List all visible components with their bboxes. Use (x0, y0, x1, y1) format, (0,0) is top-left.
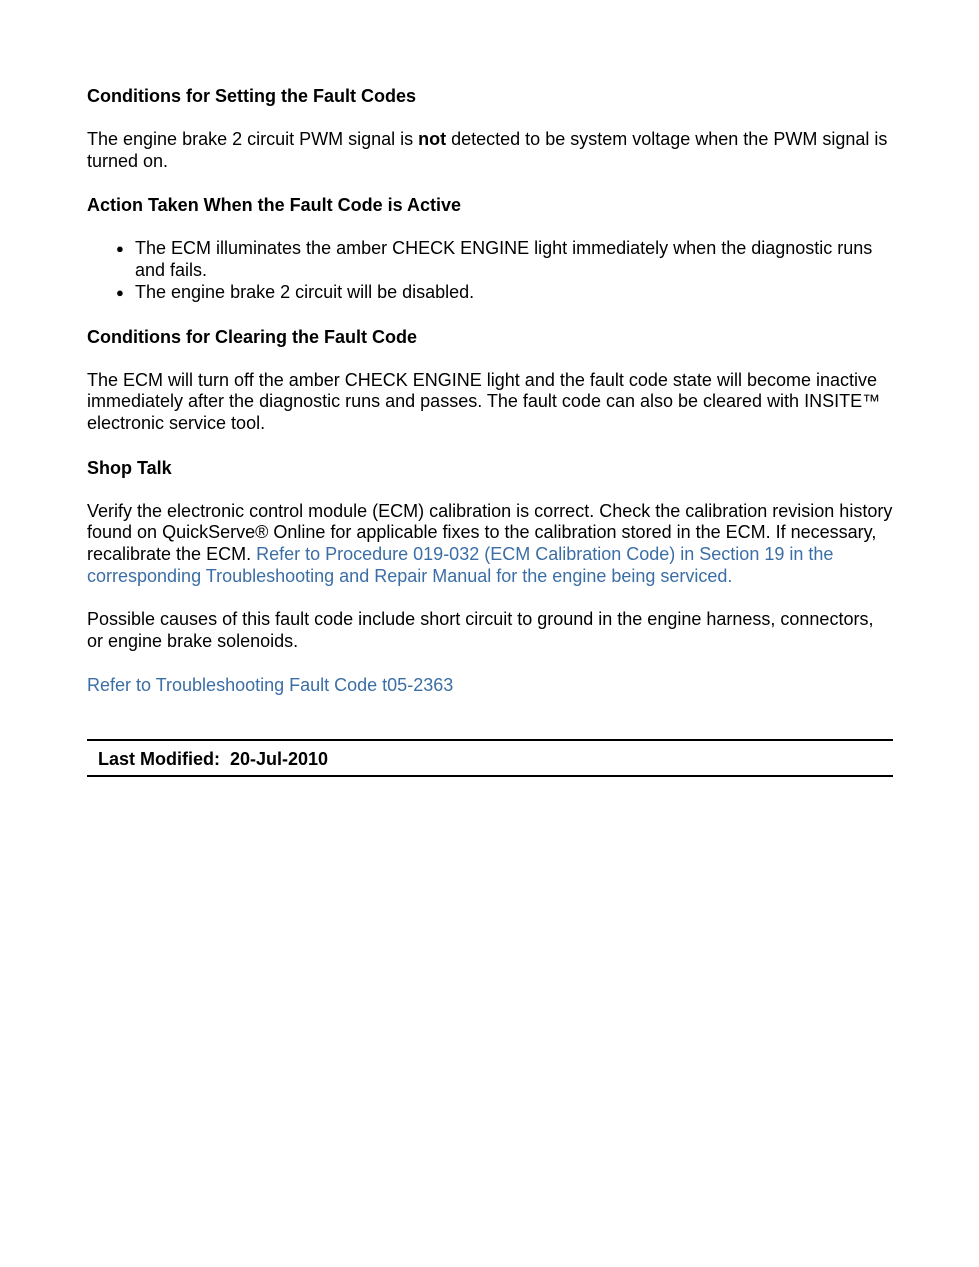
list-item (116, 281, 893, 304)
setting-heading: Conditions for Setting the Fault Codes (87, 86, 416, 106)
shop-talk-text: Verify the electronic control module (ECM) calibration is correct. Check the calibration revision history found on QuickServe® Online for applicable fixes to the calibration stored in the ECM. If necessary, recalibrate the ECM. (87, 500, 893, 565)
list-item-text: The engine brake 2 circuit will be disabled. (135, 281, 475, 302)
last-modified-text: Last Modified: 20-Jul-2010 (98, 749, 329, 769)
list-item-text: The ECM illuminates the amber CHECK ENGINE light immediately when the diagnostic runs and fails. (135, 238, 873, 281)
troubleshooting-link[interactable]: Refer to Troubleshooting Fault Code t05-2363 (87, 674, 454, 695)
setting-paragraph (87, 129, 893, 172)
clearing-heading: Conditions for Clearing the Fault Code (87, 326, 417, 347)
action-heading: Action Taken When the Fault Code is Active (87, 195, 462, 216)
last-modified-bar (87, 739, 893, 777)
bullet-icon: ● (116, 284, 124, 300)
troubleshooting-paragraph (87, 675, 893, 697)
shop-talk-heading: Shop Talk (87, 457, 172, 478)
setting-text-end: detected to be system voltage when the PWM signal is turned on. (87, 129, 888, 171)
list-item (116, 238, 893, 281)
procedure-link[interactable]: Refer to Procedure 019-032 (ECM Calibration Code) in Section 19 in the corresponding Troubleshooting and Repair Manual for the engine being serviced. (87, 544, 834, 586)
document-body (87, 85, 893, 697)
setting-text-emphasis: not (418, 129, 447, 149)
bullet-icon: ● (116, 241, 124, 257)
setting-text-start: The engine brake 2 circuit PWM signal is (87, 129, 419, 149)
shop-talk-paragraph (87, 501, 893, 588)
clearing-paragraph: The ECM will turn off the amber CHECK ENGINE light and the fault code state will become inactive immediately after the diagnostic runs and passes. The fault code can also be cleared with INSITE™ electronic service tool. (87, 369, 881, 433)
possible-causes-paragraph: Possible causes of this fault code include short circuit to ground in the engine harness, connectors, or engine brake solenoids. (87, 609, 874, 652)
action-list (87, 238, 893, 303)
